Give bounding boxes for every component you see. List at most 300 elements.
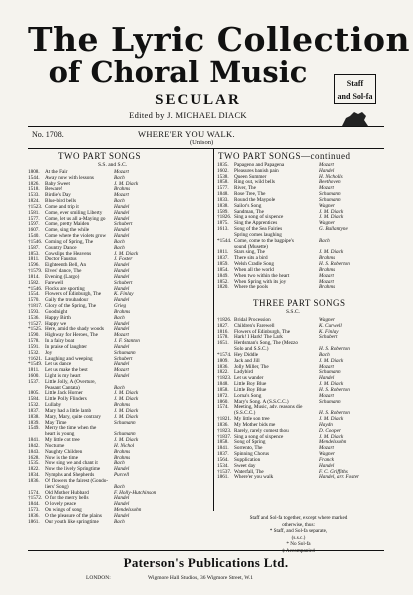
song-name: Little Boy Blue [234, 386, 267, 393]
note-line: (s.s.c.) [291, 534, 306, 541]
two-part-subheading: S.S. and S.C. [98, 162, 128, 168]
song-name: Let us make the best [45, 367, 88, 374]
composer-name: Handel [114, 273, 130, 280]
song-voicing: (Unison) [190, 139, 214, 146]
catalogue-no: 1589. [217, 208, 229, 215]
composer-name: Handel [114, 215, 130, 222]
song-name: Light is my heart [45, 372, 81, 379]
song-name: Happy we [45, 320, 67, 327]
song-name: Come, pretty Maiden [45, 221, 90, 228]
song-name: O lovely peace [45, 501, 77, 508]
composer-name: F. C. Griffiths [319, 468, 348, 475]
catalogue-no: 1859. [217, 261, 229, 268]
catalogue-no: 1809. [217, 357, 229, 364]
song-name: Lorna's Song [234, 392, 262, 399]
song-name: heart is young [45, 431, 75, 438]
composer-name: Bach [114, 244, 125, 251]
composer-name: Wagner [319, 202, 335, 209]
catalogue-no: 1849. [217, 272, 229, 279]
song-name: Peasant Cantata) [45, 384, 80, 391]
divider [28, 550, 384, 551]
composer-name: Mozart [114, 367, 129, 374]
catalogue-no: 1837. [217, 451, 229, 458]
composer-name: Grieg [114, 303, 127, 310]
catalogue-no: 1532. [28, 402, 40, 409]
composer-name: Wagner [319, 451, 335, 458]
catalogue-no: 1607. [28, 227, 40, 234]
two-part-continued-heading: TWO PART SONGS—continued [218, 151, 351, 161]
catalogue-no: 1839. [28, 419, 40, 426]
song-list-item [217, 285, 384, 291]
composer-name: J. M. Diack [114, 413, 139, 420]
song-name: Meeting, Music, adv. reasons die [234, 404, 303, 411]
catalogue-no: 1540. [28, 233, 40, 240]
song-name: Lullaby [45, 402, 62, 409]
composer-name: Brahms [319, 284, 336, 291]
catalogue-no: 1533. [28, 192, 40, 199]
song-name: Mary's Song. A (S.S.C.C.) [234, 398, 289, 405]
two-part-continued-list [217, 163, 384, 291]
composer-name: G. Ballantyne [319, 226, 348, 233]
collection-title-line2: of Choral Music [48, 55, 308, 89]
song-name: In praise of laughter [45, 343, 87, 350]
song-list-item [28, 520, 210, 526]
catalogue-no: 1596. [28, 262, 40, 269]
catalogue-no: 1536. [28, 314, 40, 321]
song-name: Where'er you walk [234, 474, 274, 481]
composer-name: Handel [319, 375, 335, 382]
catalogue-number: No. 1708. [32, 130, 64, 139]
composer-name: Handel [114, 372, 130, 379]
song-name: Song of Spring [234, 439, 266, 446]
composer-name: Handel [319, 462, 335, 469]
composer-name: K. Finlay [319, 328, 339, 335]
song-name: Goodnight [45, 308, 68, 315]
composer-name: Bach [114, 198, 125, 205]
catalogue-no: 1848. [217, 381, 229, 388]
song-name: My Mother bids me [234, 421, 276, 428]
song-name: Come and trip it [45, 203, 79, 210]
song-name: Mary, Mary, quite contrary [45, 413, 101, 420]
song-name: Merry the time when the [45, 425, 97, 432]
column-divider [213, 149, 214, 511]
divider [28, 148, 384, 149]
composer-name: J. M. Diack [114, 437, 139, 444]
composer-name: Brahms [114, 308, 131, 315]
catalogue-no: *1544. [217, 237, 232, 244]
catalogue-no: †1837. [217, 433, 232, 440]
catalogue-no: 1544. [28, 174, 40, 181]
composer-name: Handel [114, 361, 130, 368]
song-name: Mary had a little lamb [45, 407, 92, 414]
composer-name: Bach [114, 460, 125, 467]
catalogue-no: 1578. [217, 334, 229, 341]
song-name: Let us wander [234, 375, 264, 382]
catalogue-no: 1564. [217, 456, 229, 463]
composer-name: Franck [319, 456, 334, 463]
composer-name: Bach [114, 483, 125, 490]
song-name: Flowers of Edinburgh, The [45, 291, 102, 298]
catalogue-no: 1836. [217, 421, 229, 428]
catalogue-no: 1836. [28, 477, 40, 484]
song-name: Away now with lessons [45, 174, 94, 181]
catalogue-no: 1535. [28, 460, 40, 467]
catalogue-no: 1577. [217, 185, 229, 192]
catalogue-no: *1525. [28, 326, 43, 333]
staff-solfa-label: and Sol-fa [337, 92, 373, 101]
composer-name: Handel [114, 268, 130, 275]
composer-name: Handel [114, 233, 130, 240]
catalogue-no: 1861. [217, 474, 229, 481]
catalogue-no: 1532. [28, 349, 40, 356]
song-name: Old Mother Hubbard [45, 489, 89, 496]
sheet-cover [28, 20, 410, 581]
composer-name: Schumann [114, 431, 136, 438]
song-name: Come, come to the bagpipe's [234, 237, 294, 244]
song-name: Queen Summer [234, 173, 267, 180]
catalogue-no: 1820. [217, 284, 229, 291]
collection-title-line1: The Lyric Collection [28, 20, 410, 59]
catalogue-no: 1822. [28, 466, 40, 473]
catalogue-no: 1827. [217, 322, 229, 329]
composer-name: Schubert [319, 334, 338, 341]
song-name: Sweet day [234, 462, 256, 469]
composer-name: Handel [114, 285, 130, 292]
song-name: Come, sing the while [45, 227, 90, 234]
composer-name: Brahms [114, 402, 131, 409]
catalogue-no: 1858. [217, 439, 229, 446]
composer-name: Haydn [319, 421, 333, 428]
composer-name: Handel [114, 227, 130, 234]
song-name: Our youth like springtime [45, 518, 99, 525]
song-name: Now the lively Springtime [45, 466, 101, 473]
catalogue-no: 1875. [217, 220, 229, 227]
catalogue-no: †1823. [217, 375, 232, 382]
catalogue-no: 1590. [28, 332, 40, 339]
composer-name: F. Holly-Hutchinson [114, 489, 157, 496]
catalogue-no: 1534. [217, 462, 229, 469]
composer-name: Mozart [319, 185, 334, 192]
song-name: On wings of song [45, 507, 82, 514]
song-name: Hey Diddle [234, 351, 259, 358]
song-name: Little Polly Flinders [45, 396, 87, 403]
song-name: Now sing we and chant it [45, 460, 98, 467]
composer-name: Mozart [319, 363, 334, 370]
song-name: Spinning Chorus [234, 451, 270, 458]
catalogue-no: 1538. [217, 173, 229, 180]
catalogue-no: 1833. [217, 196, 229, 203]
catalogue-no: †1572. [28, 495, 43, 502]
catalogue-no: 1593. [28, 308, 40, 315]
catalogue-no: 1822. [217, 369, 229, 376]
song-name: Elves' dance, The [45, 268, 82, 275]
composer-name: Handel [114, 326, 130, 333]
song-name: When all the world [234, 266, 274, 273]
composer-name: Handel [319, 167, 335, 174]
composer-name: J. M. Diack [114, 396, 139, 403]
song-name: Nocturne [45, 442, 65, 449]
song-name: Joy [45, 349, 53, 356]
composer-name: J. F. Stanton [114, 338, 140, 345]
catalogue-no: 1848. [217, 191, 229, 198]
song-name: Ring out, wild bells [234, 179, 275, 186]
song-name: Song of the Sea Fairies [234, 226, 283, 233]
catalogue-no: 1858. [217, 179, 229, 186]
song-name: Jolly Miller, The [234, 363, 269, 370]
song-name: Pleasures banish pain [234, 167, 279, 174]
composer-name: K. Finlay [114, 291, 134, 298]
catalogue-no: *1546. [28, 285, 43, 292]
catalogue-no: †1527. [28, 320, 43, 327]
song-name: Flocks are sporting [45, 285, 85, 292]
composer-name: Bach [319, 237, 330, 244]
song-name: May Time [45, 419, 67, 426]
composer-name: Mendelssohn [319, 439, 347, 446]
song-name: Where the pools [234, 284, 268, 291]
composer-name: Mendelssohn [114, 507, 142, 514]
composer-name: Handel [114, 466, 130, 473]
catalogue-no: 1577. [28, 215, 40, 222]
composer-name: Bach [114, 518, 125, 525]
song-name: Farewell [45, 279, 64, 286]
song-name: At the Fair [45, 169, 68, 175]
composer-name: Brahms [114, 448, 131, 455]
three-part-heading: THREE PART SONGS [253, 298, 346, 308]
composer-name: J. M. Diack [114, 250, 139, 257]
catalogue-no: 1858. [217, 386, 229, 393]
catalogue-no: 1581. [28, 209, 40, 216]
composer-name: Mozart [114, 332, 129, 339]
catalogue-no: 1838. [28, 413, 40, 420]
catalogue-no: 1808. [28, 169, 40, 175]
composer-name: Mozart [319, 278, 334, 285]
composer-name: Handel [114, 343, 130, 350]
song-name: Welsh Cradle Song [234, 261, 274, 268]
composer-name: Mozart [319, 272, 334, 279]
note-line: ‡ Accompanied [282, 547, 315, 554]
catalogue-no: *1549. [28, 361, 43, 368]
composer-name: Handel [114, 209, 130, 216]
composer-name: Mozart [114, 192, 129, 199]
editor-credit: Edited by J. MICHAEL DIACK [129, 110, 247, 120]
catalogue-no: 1837. [28, 407, 40, 414]
catalogue-no: 1570. [28, 297, 40, 304]
catalogue-no: 1591. [28, 343, 40, 350]
composer-name: Schumann [319, 196, 341, 203]
composer-name: Wagner [319, 317, 335, 323]
song-name: Rose Tree, The [234, 191, 266, 198]
staff-solfa-box [334, 74, 376, 104]
catalogue-no: 1837. [217, 255, 229, 262]
song-name: Herdsman's Song, The (Mezzo [234, 340, 298, 347]
composer-name: Bach [114, 238, 125, 245]
composer-name: Schumann [319, 398, 341, 405]
catalogue-no: 1554. [28, 291, 40, 298]
catalogue-no: †1546. [28, 238, 43, 245]
note-line: Staff and Sol-fa together, except where marked [249, 515, 348, 521]
staff-label: Staff [346, 79, 364, 88]
song-name: Sandman, The [234, 208, 264, 215]
song-name: Beware! [45, 186, 63, 193]
catalogue-no: 1861. [28, 518, 40, 525]
song-name: Glory of the Spring, The [45, 303, 97, 310]
catalogue-no: 1811. [28, 256, 40, 263]
catalogue-no: 1811. [217, 249, 229, 256]
composer-name: H. Nichol [114, 442, 135, 449]
song-name: Country Dance [45, 244, 77, 251]
song-name: Happy Birth [45, 314, 71, 321]
song-name: Evening (Largo) [45, 273, 80, 280]
catalogue-no: 1872. [217, 392, 229, 399]
song-name: Now is the time [45, 454, 78, 461]
catalogue-no: 1628. [28, 454, 40, 461]
song-name: Eighteenth Bell, An [45, 262, 87, 269]
song-name: Birdie's Day [45, 192, 71, 199]
composer-name: Bach [114, 174, 125, 181]
song-name: Come, let us all a-Maying go [45, 215, 106, 222]
composer-name: J. M. Diack [319, 208, 344, 215]
note-line: otherwise, thus: [282, 521, 315, 528]
composer-name: J. M. Diack [114, 180, 139, 187]
catalogue-no: 1597. [28, 221, 40, 228]
catalogue-no: 1836. [28, 512, 40, 519]
catalogue-no: †1826. [217, 317, 232, 323]
composer-name: H. Nicholls [319, 173, 343, 180]
song-name: Spring comes laughing [234, 231, 282, 238]
composer-name: Handel [114, 495, 130, 502]
song-name: Little Boy Blue [234, 381, 267, 388]
composer-name: Mozart [114, 169, 129, 175]
song-name: Sing a song of sixpence [234, 433, 284, 440]
song-name: Ladybird [234, 369, 254, 376]
catalogue-no: 1811. [28, 367, 40, 374]
catalogue-no: †1823. [217, 427, 232, 434]
publisher-address: Wigmore Hall Studios, 36 Wigmore Street, W.1 [148, 575, 254, 581]
composer-name: J. M. Diack [114, 390, 139, 397]
catalogue-no: 1841. [217, 445, 229, 452]
catalogue-no: 1574. [217, 404, 229, 411]
song-name: Children's Farewell [234, 322, 275, 329]
song-name: O! flowers the fairest (Gondo- [45, 477, 109, 484]
composer-name: J. M. Diack [319, 249, 344, 256]
song-name: In a fairy boat [45, 338, 75, 345]
composer-name: Handel [114, 203, 130, 210]
catalogue-no: 1602. [217, 167, 229, 174]
composer-name: Schumann [114, 419, 136, 426]
composer-name: H. S. Roberton [319, 410, 350, 417]
catalogue-no: 1584. [28, 396, 40, 403]
catalogue-no: 1841. [28, 437, 40, 444]
song-name: Jack and Jill [234, 357, 260, 364]
catalogue-no: †1621. [28, 355, 43, 362]
composer-name: H. S. Roberton [319, 386, 350, 393]
catalogue-no: 1816. [217, 328, 229, 335]
song-name: liers' Song) [45, 483, 69, 490]
catalogue-no: 1854. [217, 266, 229, 273]
composer-name: Brahms [319, 266, 336, 273]
song-list-item [217, 475, 384, 481]
catalogue-no: 1853. [28, 250, 40, 257]
song-name: Little Jack Horner [45, 390, 83, 397]
song-name: Laughing and weeping [45, 355, 93, 362]
composer-name: Handel [114, 262, 130, 269]
composer-name: Bach [114, 314, 125, 321]
song-name: Sailor's Song [234, 202, 262, 209]
composer-name: Purcell [114, 472, 130, 479]
composer-name: D. Cooper [319, 427, 341, 434]
composer-name: Wagner [319, 220, 335, 227]
composer-name: Schubert [114, 221, 133, 228]
catalogue-no: 1843. [28, 448, 40, 455]
song-name: Flowers of Edinburgh, The [234, 328, 291, 335]
catalogue-no: 1834. [28, 472, 40, 479]
song-name: Doctor Faustus [45, 256, 77, 263]
catalogue-no: 1826. [28, 180, 40, 187]
song-name: Hark! I Hark! The Lark [234, 334, 283, 341]
composer-name: J. M. Diack [319, 214, 344, 221]
composer-name: Schubert [114, 355, 133, 362]
composer-name: Mozart [319, 392, 334, 399]
catalogue-no: 1835. [217, 162, 229, 168]
song-name: Rarely, rarely comest thou [234, 427, 289, 434]
song-name: Little Jolly, A (Overture, [45, 378, 96, 385]
catalogue-no: 1852. [217, 278, 229, 285]
catalogue-no: 1578. [28, 338, 40, 345]
catalogue-no: 1600. [28, 372, 40, 379]
song-name: Papageno and Papagena [234, 162, 285, 168]
song-name: There sits a bird [234, 255, 268, 262]
song-name: Gaily the troubadour [45, 297, 89, 304]
song-name: When Spring with its joy [234, 278, 287, 285]
composer-name: H. S. Roberton [319, 346, 350, 353]
song-name: Come where the violets grow [45, 233, 107, 240]
song-name: My little son tree [234, 416, 270, 423]
composer-name: Handel [114, 501, 130, 508]
catalogue-no: *1574. [217, 351, 232, 358]
catalogue-no: 1518. [28, 186, 40, 193]
three-part-subheading: S.S.C. [286, 309, 300, 315]
composer-name: Handel [114, 512, 130, 519]
song-name: Sing a song of sixpence [234, 214, 284, 221]
composer-name: Mozart [319, 445, 334, 452]
catalogue-no: 1549. [28, 425, 40, 432]
composer-name: K. Curwell [319, 322, 342, 329]
catalogue-no: 1838. [217, 202, 229, 209]
note-line: * No Sol-fa [286, 541, 311, 547]
composer-name: J. M. Diack [319, 433, 344, 440]
composer-name: Brahms [114, 454, 131, 461]
song-name: sound (Musette) [234, 243, 268, 250]
composer-name: J. M. Diack [114, 407, 139, 414]
composer-name: J. M. Diack [319, 416, 344, 423]
publisher-name: Paterson's Publications Ltd. [123, 555, 289, 570]
catalogue-no: 1824. [28, 198, 40, 205]
two-part-heading: TWO PART SONGS [58, 151, 141, 161]
catalogue-no: 1842. [28, 442, 40, 449]
song-title: WHERE'ER YOU WALK. [138, 129, 235, 139]
song-name: Here, amid the shady woods [45, 326, 104, 333]
catalogue-no: †1537. [217, 468, 232, 475]
catalogue-no: 1582. [28, 279, 40, 286]
composer-name: Handel [114, 320, 130, 327]
song-name: (S.S.C.C.) [234, 410, 256, 417]
catalogue-no: 1613. [217, 226, 229, 233]
catalogue-no: 1651. [217, 340, 229, 347]
catalogue-no: 1537. [28, 378, 40, 385]
song-name: O the pleasure of the plains [45, 512, 102, 519]
category-label: SECULAR [155, 92, 241, 108]
composer-name: Handel [114, 297, 130, 304]
